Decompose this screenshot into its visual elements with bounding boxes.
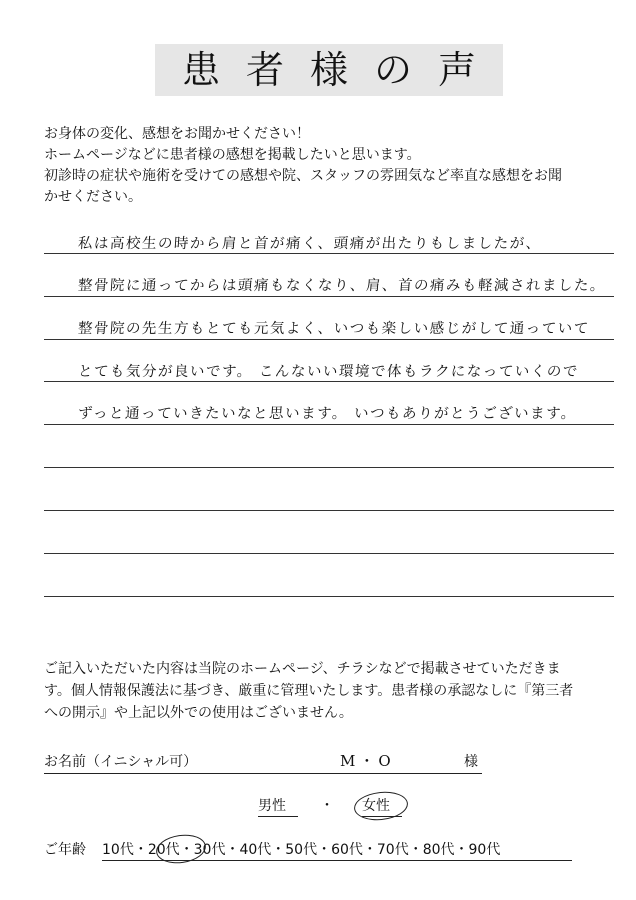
ruled-line: [44, 510, 614, 511]
name-field: [44, 752, 484, 776]
age-label: ご年齢: [44, 842, 86, 858]
gender-field: [250, 796, 450, 822]
name-underline: [44, 773, 482, 774]
comment-line-3: 整骨院の先生方もとても元気よく、いつも楽しい感じがして通っていて: [77, 321, 591, 337]
ruled-line: [44, 596, 614, 597]
gender-option-male: 男性: [258, 798, 286, 814]
gender-option-female: 女性: [362, 798, 390, 814]
age-options: 10代・20代・30代・40代・50代・60代・70代・80代・90代: [102, 842, 501, 858]
selection-circle-mark: [154, 832, 207, 867]
intro-line: お身体の変化、感想をお聞かせください！: [44, 126, 310, 142]
privacy-notice: [44, 658, 624, 724]
ruled-line: [44, 467, 614, 468]
selection-circle-mark: [353, 789, 410, 822]
name-value: M・O: [340, 752, 395, 770]
comment-line-4: とても気分が良いです。 こんないい環境で体もラクになっていくので: [77, 364, 580, 380]
name-label: お名前（イニシャル可）: [44, 754, 198, 770]
name-honorific: 様: [464, 754, 478, 770]
intro-text: [44, 124, 604, 208]
page-title: 患者様の声: [181, 48, 502, 92]
notice-line: す。個人情報保護法に基づき、厳重に管理いたします。患者様の承認なしに『第三者: [44, 683, 574, 699]
ruled-line: [44, 339, 614, 340]
gender-separator: ・: [320, 798, 334, 814]
notice-line: への開示』や上記以外での使用はございません。: [44, 705, 353, 721]
ruled-line: [44, 253, 614, 254]
age-field: [44, 840, 604, 866]
intro-line: 初診時の症状や施術を受けての感想や院、スタッフの雰囲気など率直な感想をお聞: [44, 168, 562, 184]
ruled-line: [44, 296, 614, 297]
ruled-line: [44, 381, 614, 382]
underline: [258, 816, 298, 817]
comment-line-2: 整骨院に通ってからは頭痛もなくなり、肩、首の痛みも軽減されました。: [77, 278, 607, 294]
comment-line-1: 私は高校生の時から肩と首が痛く、頭痛が出たりもしましたが、: [77, 236, 543, 252]
intro-line: ホームページなどに患者様の感想を掲載したいと思います。: [44, 147, 421, 163]
notice-line: ご記入いただいた内容は当院のホームページ、チラシなどで掲載させていただきま: [44, 661, 561, 677]
comment-line-5: ずっと通っていきたいなと思います。 いつもありがとうございます。: [77, 406, 578, 422]
ruled-line: [44, 424, 614, 425]
intro-line: かせください。: [44, 189, 142, 205]
ruled-line: [44, 553, 614, 554]
